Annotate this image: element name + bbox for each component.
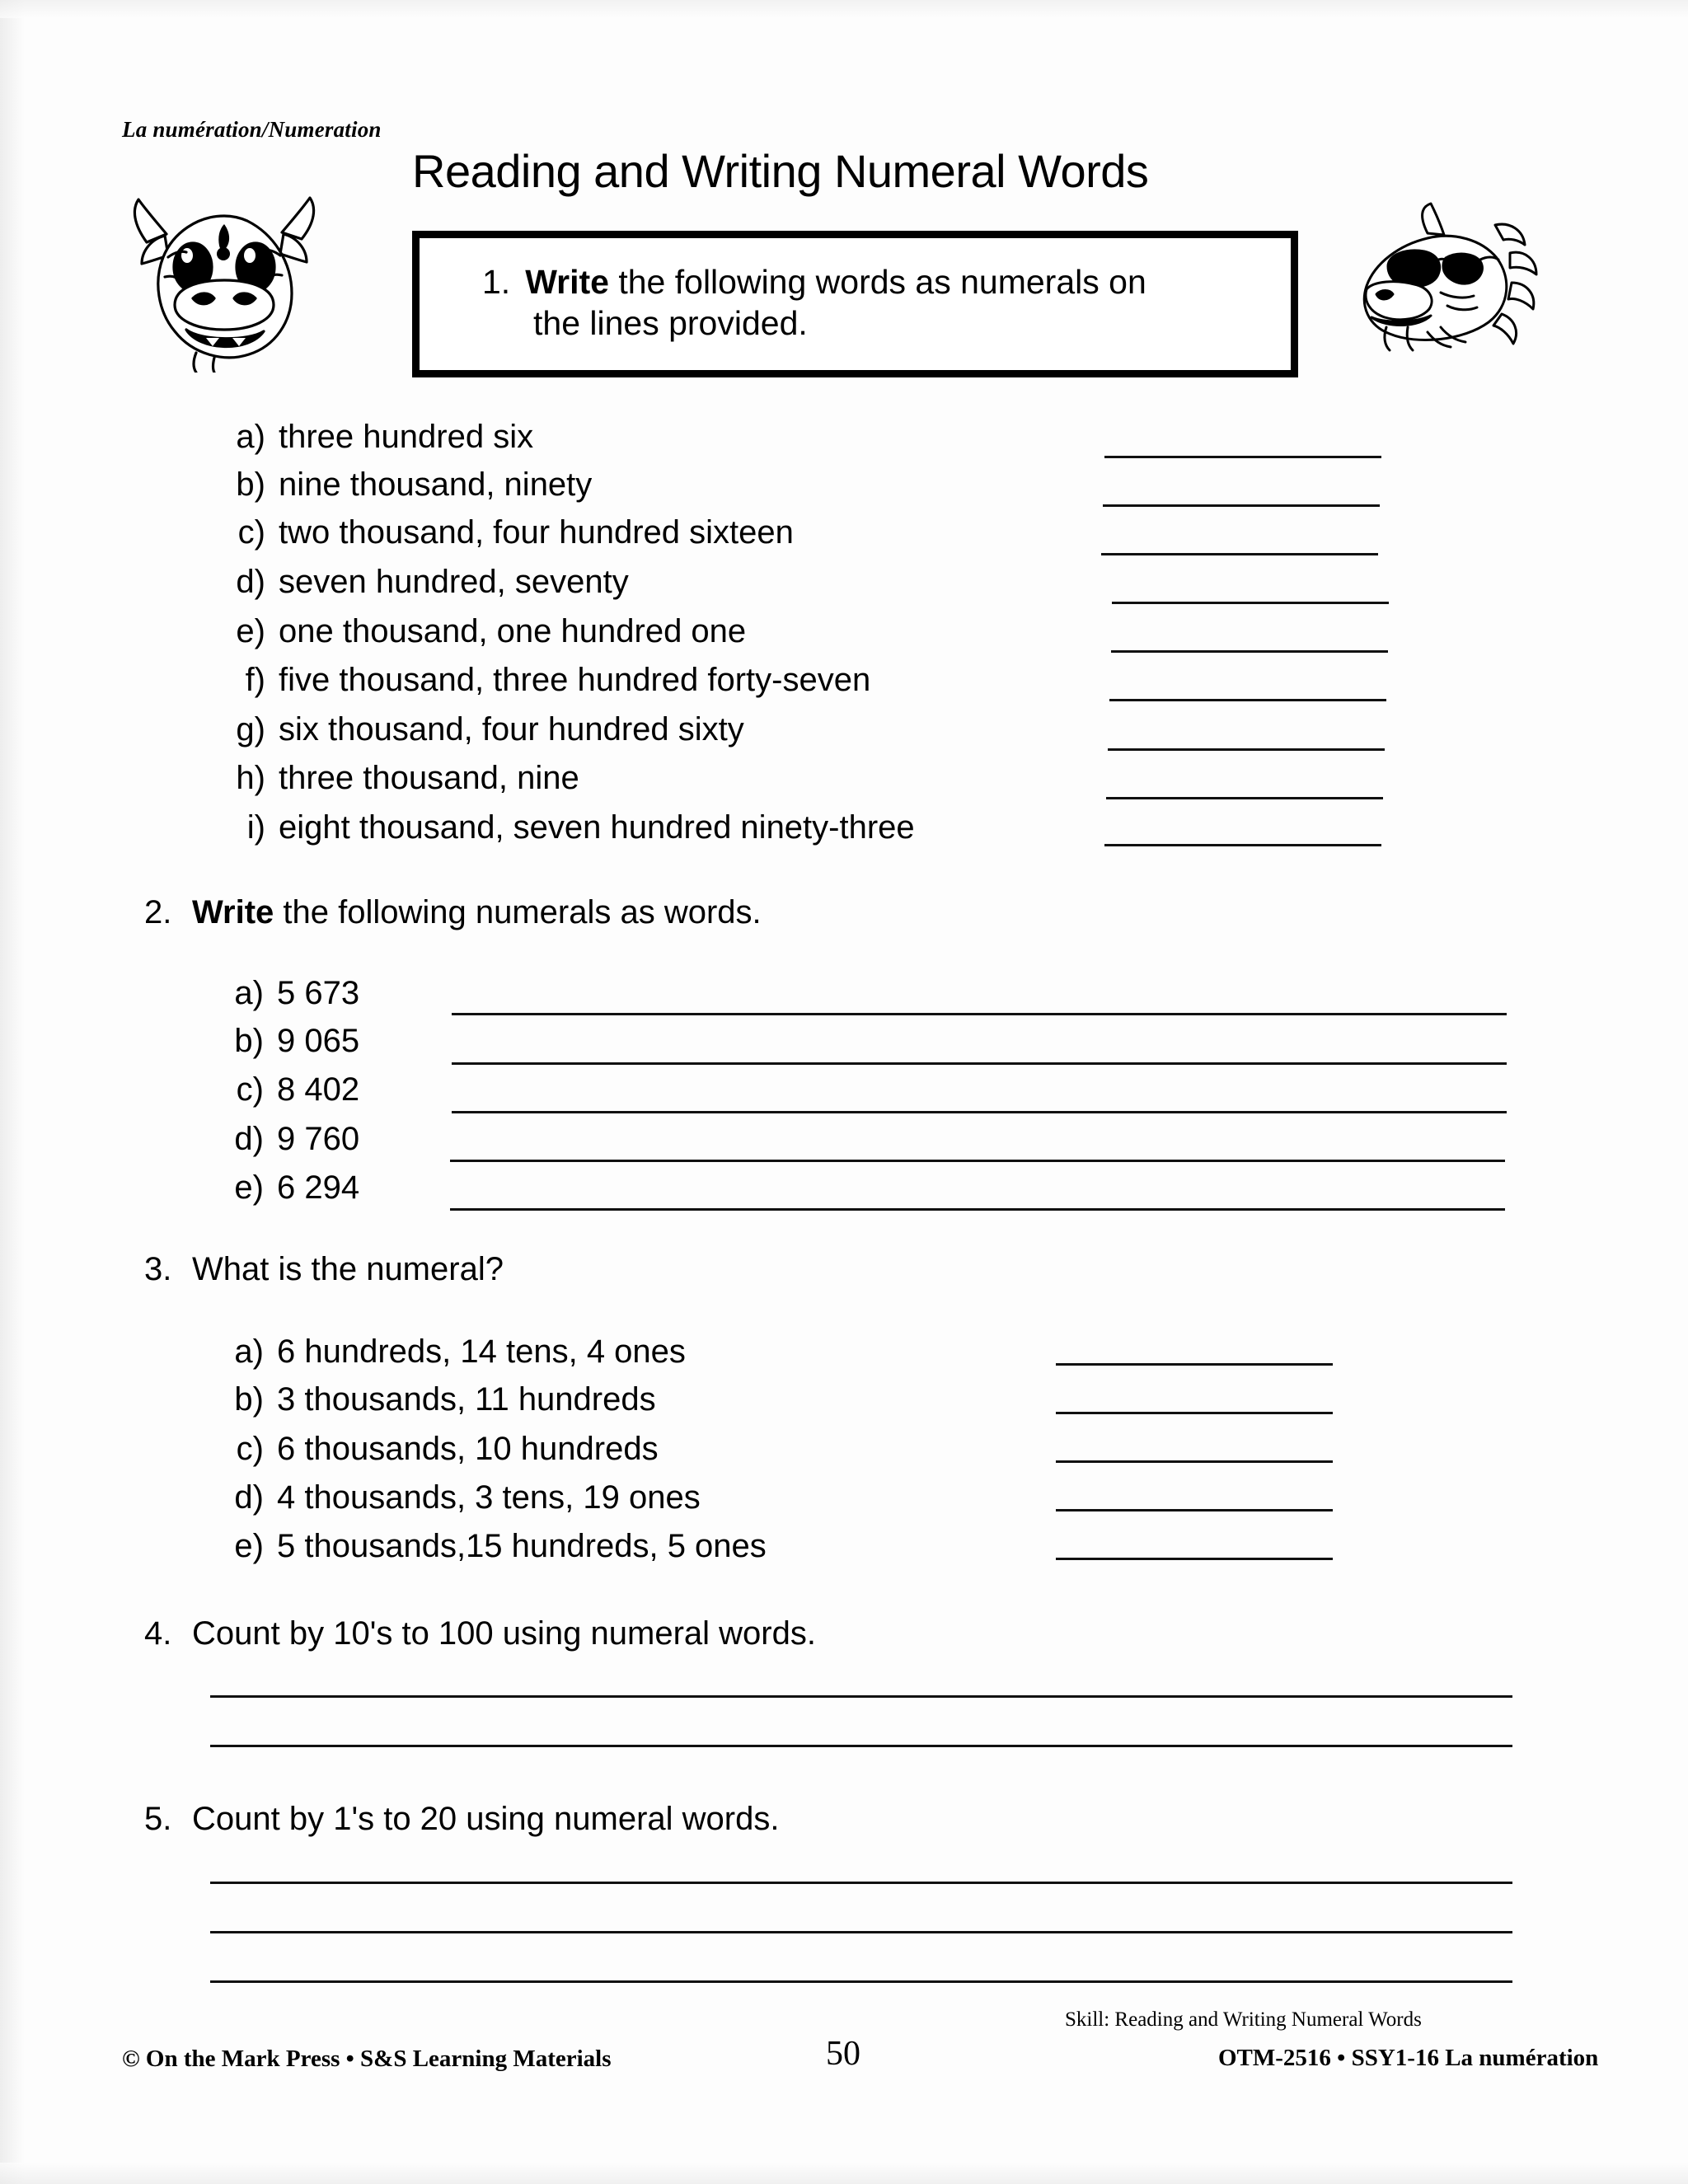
q1-item-h-label: h) bbox=[236, 760, 265, 796]
instruction-number: 1. bbox=[482, 263, 511, 301]
q1-item-d-text: seven hundred, seventy bbox=[279, 564, 629, 600]
q1-item-h bbox=[214, 760, 579, 797]
q1-answer-line-i[interactable] bbox=[1104, 844, 1381, 846]
q3-item-d bbox=[213, 1479, 701, 1516]
q1-item-e-text: one thousand, one hundred one bbox=[279, 613, 747, 649]
q2-item-e-text: 6 294 bbox=[277, 1169, 360, 1206]
q1-item-e bbox=[214, 613, 746, 650]
q1-item-a-label: a) bbox=[236, 419, 265, 455]
q2-heading-rest: the following numerals as words. bbox=[274, 894, 762, 930]
q1-item-g-text: six thousand, four hundred sixty bbox=[279, 711, 744, 748]
q2-item-b-text: 9 065 bbox=[277, 1023, 360, 1059]
dragon-right-icon bbox=[1348, 202, 1540, 367]
q1-item-f bbox=[214, 662, 870, 699]
q2-item-c bbox=[213, 1071, 359, 1108]
scan-edge-bottom bbox=[0, 2163, 1688, 2184]
q3-item-c-text: 6 thousands, 10 hundreds bbox=[277, 1431, 659, 1467]
footer-skill: Skill: Reading and Writing Numeral Words bbox=[1065, 2008, 1422, 2031]
q1-answer-line-b[interactable] bbox=[1103, 504, 1380, 507]
q2-item-c-text: 8 402 bbox=[277, 1071, 360, 1108]
q2-item-a-label: a) bbox=[234, 975, 264, 1011]
q1-item-c-text: two thousand, four hundred sixteen bbox=[279, 514, 794, 551]
scan-edge-top bbox=[0, 0, 1688, 18]
q3-item-b-text: 3 thousands, 11 hundreds bbox=[277, 1381, 656, 1418]
q1-item-b bbox=[214, 466, 592, 504]
q3-answer-line-a[interactable] bbox=[1056, 1363, 1333, 1366]
q3-item-d-text: 4 thousands, 3 tens, 19 ones bbox=[277, 1479, 701, 1516]
q4-answer-line-1[interactable] bbox=[210, 1695, 1512, 1698]
q1-item-f-label: f) bbox=[245, 662, 265, 698]
q4-number: 4. bbox=[144, 1615, 172, 1652]
q3-heading-text: What is the numeral? bbox=[192, 1251, 504, 1287]
q2-heading bbox=[144, 894, 762, 931]
q1-item-i-text: eight thousand, seven hundred ninety-three bbox=[279, 809, 915, 846]
q3-answer-line-b[interactable] bbox=[1056, 1412, 1333, 1414]
q3-answer-line-d[interactable] bbox=[1056, 1509, 1333, 1511]
q2-answer-line-b[interactable] bbox=[452, 1062, 1507, 1065]
q3-number: 3. bbox=[144, 1251, 172, 1287]
q5-answer-line-2[interactable] bbox=[210, 1931, 1512, 1933]
q1-answer-line-g[interactable] bbox=[1108, 748, 1385, 751]
q5-heading-text: Count by 1's to 20 using numeral words. bbox=[192, 1801, 780, 1837]
q3-item-e-text: 5 thousands,15 hundreds, 5 ones bbox=[277, 1528, 767, 1564]
q2-item-e bbox=[213, 1169, 359, 1207]
q2-item-a-text: 5 673 bbox=[277, 975, 360, 1011]
q4-answer-line-2[interactable] bbox=[210, 1745, 1512, 1747]
q3-answer-line-c[interactable] bbox=[1056, 1460, 1333, 1463]
q3-item-a-label: a) bbox=[234, 1333, 264, 1370]
instruction-bold-word: Write bbox=[525, 263, 609, 301]
q3-item-c-label: c) bbox=[236, 1431, 264, 1467]
q2-item-b-label: b) bbox=[234, 1023, 264, 1059]
dragon-left-icon bbox=[117, 191, 331, 373]
q1-answer-line-d[interactable] bbox=[1112, 602, 1389, 604]
q5-answer-line-3[interactable] bbox=[210, 1980, 1512, 1983]
q1-item-f-text: five thousand, three hundred forty-seven bbox=[279, 662, 871, 698]
q3-item-b-label: b) bbox=[234, 1381, 264, 1418]
instruction-text bbox=[482, 261, 1265, 344]
footer-copyright: © On the Mark Press • S&S Learning Materials bbox=[122, 2046, 612, 2072]
q3-item-e-label: e) bbox=[234, 1528, 264, 1564]
q2-answer-line-c[interactable] bbox=[452, 1111, 1507, 1113]
q5-number: 5. bbox=[144, 1801, 172, 1837]
instruction-rest: the following words as numerals on bbox=[608, 263, 1146, 301]
instruction-line2: the lines provided. bbox=[533, 304, 808, 343]
q1-item-b-label: b) bbox=[236, 466, 265, 503]
q1-item-h-text: three thousand, nine bbox=[279, 760, 579, 796]
q2-item-a bbox=[213, 975, 359, 1012]
q2-item-e-label: e) bbox=[234, 1169, 264, 1206]
q5-answer-line-1[interactable] bbox=[210, 1882, 1512, 1884]
q1-item-a-text: three hundred six bbox=[279, 419, 534, 455]
q3-item-b bbox=[213, 1381, 656, 1418]
q2-answer-line-a[interactable] bbox=[452, 1013, 1507, 1015]
q1-answer-line-c[interactable] bbox=[1101, 553, 1378, 555]
q5-heading bbox=[144, 1801, 779, 1838]
q3-item-c bbox=[213, 1431, 659, 1468]
q3-heading bbox=[144, 1251, 504, 1288]
q1-answer-line-h[interactable] bbox=[1106, 797, 1383, 799]
q2-item-b bbox=[213, 1023, 359, 1060]
q2-item-d-text: 9 760 bbox=[277, 1121, 360, 1157]
q1-item-i bbox=[214, 809, 915, 846]
q2-item-d-label: d) bbox=[234, 1121, 264, 1157]
q1-item-d-label: d) bbox=[236, 564, 265, 600]
q1-item-g bbox=[214, 711, 744, 748]
q1-item-g-label: g) bbox=[236, 711, 265, 748]
q2-number: 2. bbox=[144, 894, 172, 930]
q2-answer-line-d[interactable] bbox=[450, 1160, 1505, 1162]
q1-item-a bbox=[214, 419, 533, 456]
q2-item-c-label: c) bbox=[236, 1071, 264, 1108]
q1-item-i-label: i) bbox=[246, 809, 265, 846]
q1-item-e-label: e) bbox=[236, 613, 265, 649]
q1-answer-line-e[interactable] bbox=[1111, 650, 1388, 653]
q3-answer-line-e[interactable] bbox=[1056, 1558, 1333, 1560]
footer-page-number: 50 bbox=[826, 2035, 860, 2073]
instruction-box bbox=[412, 231, 1298, 377]
footer-code: OTM-2516 • SSY1-16 La numération bbox=[1218, 2045, 1599, 2071]
scan-edge-left bbox=[0, 0, 25, 2184]
q1-answer-line-f[interactable] bbox=[1109, 699, 1386, 701]
q1-item-c-label: c) bbox=[237, 514, 265, 551]
strand-label: La numération/Numeration bbox=[122, 117, 382, 142]
q1-item-b-text: nine thousand, ninety bbox=[279, 466, 593, 503]
q4-heading bbox=[144, 1615, 816, 1652]
q2-answer-line-e[interactable] bbox=[450, 1208, 1505, 1211]
q1-item-d bbox=[214, 564, 629, 601]
q1-item-c bbox=[214, 514, 794, 551]
page-title: Reading and Writing Numeral Words bbox=[412, 145, 1149, 197]
q3-item-a-text: 6 hundreds, 14 tens, 4 ones bbox=[277, 1333, 686, 1370]
q1-answer-line-a[interactable] bbox=[1104, 456, 1381, 458]
q3-item-d-label: d) bbox=[234, 1479, 264, 1516]
q3-item-a bbox=[213, 1333, 686, 1371]
q2-bold-word: Write bbox=[192, 894, 274, 930]
q4-heading-text: Count by 10's to 100 using numeral words. bbox=[192, 1615, 816, 1652]
q3-item-e bbox=[213, 1528, 767, 1565]
q2-item-d bbox=[213, 1121, 359, 1158]
